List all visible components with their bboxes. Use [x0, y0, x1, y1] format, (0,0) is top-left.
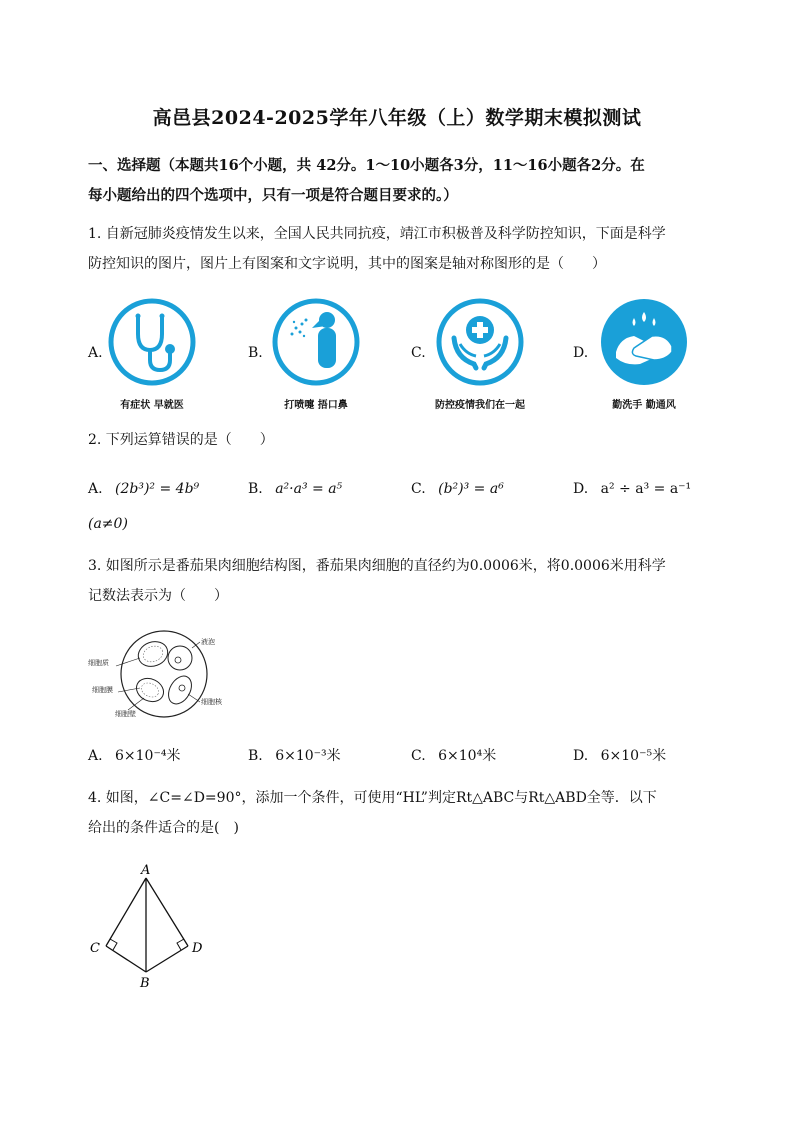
- q2-option-b: [248, 481, 342, 497]
- label-nucleus: 细胞核: [201, 698, 222, 706]
- q3-option-b: [248, 745, 341, 765]
- q2-option-a-letter: A.: [88, 481, 103, 497]
- q3-option-a-text: 6×10⁻⁴米: [115, 748, 181, 764]
- label-vacuole: 液泡: [201, 638, 215, 646]
- q2-option-d: [573, 481, 691, 497]
- handwash-icon: [600, 298, 688, 386]
- q2-option-c-letter: C.: [411, 481, 426, 497]
- question-3-line-1: 3. 如图所示是番茄果肉细胞结构图，番茄果肉细胞的直径约为0.0006米，将0.0006米用科学: [88, 558, 666, 574]
- sneeze-icon: [272, 298, 360, 386]
- q1-option-b-letter: B.: [248, 345, 263, 361]
- question-2-stem: 2. 下列运算错误的是（ ）: [88, 432, 274, 448]
- page-title: 高邑县2024-2025学年八年级（上）数学期末模拟测试: [152, 107, 642, 129]
- triangle-figure: [86, 860, 216, 990]
- q2-option-d-expr: a² ÷ a³ = a⁻¹: [600, 481, 692, 497]
- label-membrane: 细胞膜: [92, 686, 113, 694]
- q1-caption-a: 有症状 早就医: [120, 400, 184, 411]
- q3-option-a-letter: A.: [88, 748, 103, 764]
- q2-option-d-letter: D.: [573, 481, 589, 497]
- q1-caption-b: 打喷嚏 捂口鼻: [284, 400, 348, 411]
- stethoscope-icon: [108, 298, 196, 386]
- label-cytoplasm: 细胞质: [88, 659, 109, 667]
- question-4-stem: [88, 783, 712, 843]
- q2-option-b-letter: B.: [248, 481, 263, 497]
- q3-option-b-letter: B.: [248, 748, 263, 764]
- tomato-cell-diagram: [88, 628, 238, 724]
- question-1-line-1: 1. 自新冠肺炎疫情发生以来，全国人民共同抗疫，靖江市积极普及科学防控知识，下面是科学: [88, 226, 666, 242]
- q3-option-c-letter: C.: [411, 748, 426, 764]
- section-heading: [88, 151, 708, 211]
- section-line-1: 一、选择题（本题共16个小题，共 42分。1～10小题各3分，11～16小题各2分。在: [88, 157, 645, 174]
- q1-caption-c: 防控疫情我们在一起: [435, 400, 525, 411]
- q3-option-c-text: 6×10⁴米: [438, 748, 497, 764]
- q2-option-a-expr: (2b³)² = 4b⁹: [115, 481, 200, 497]
- q2-option-c: [411, 481, 504, 497]
- q3-option-d: [573, 745, 666, 765]
- point-a-label: A: [141, 863, 151, 878]
- point-c-label: C: [90, 941, 100, 956]
- question-1-line-2: 防控知识的图片，图片上有图案和文字说明，其中的图案是轴对称图形的是（ ）: [88, 256, 606, 272]
- question-4-line-1: 4. 如图，∠C=∠D=90°，添加一个条件，可使用“HL”判定Rt△ABC与Rt△ABD全等．以下: [88, 790, 657, 806]
- section-line-2: 每小题给出的四个选项中，只有一项是符合题目要求的。）: [88, 187, 458, 204]
- label-wall: 细胞壁: [115, 710, 136, 718]
- q3-option-d-text: 6×10⁻⁵米: [600, 748, 667, 764]
- question-1-stem: [88, 219, 712, 279]
- question-3-line-2: 记数法表示为（ ）: [88, 588, 228, 604]
- q2-note: (a≠0): [88, 516, 128, 532]
- q2-option-a: [88, 481, 199, 497]
- q1-option-d-letter: D.: [573, 345, 589, 361]
- question-4-line-2: 给出的条件适合的是( ): [88, 820, 239, 836]
- point-d-label: D: [192, 941, 203, 956]
- point-b-label: B: [140, 976, 150, 990]
- question-3-stem: [88, 551, 712, 611]
- q3-option-d-letter: D.: [573, 748, 589, 764]
- q3-option-b-text: 6×10⁻³米: [275, 748, 341, 764]
- q1-option-a-letter: A.: [88, 345, 103, 361]
- q3-option-a: [88, 745, 180, 765]
- q1-option-c-letter: C.: [411, 345, 426, 361]
- q2-option-b-expr: a²·a³ = a⁵: [275, 481, 343, 497]
- q1-caption-d: 勤洗手 勤通风: [612, 400, 676, 411]
- q2-option-c-expr: (b²)³ = a⁶: [438, 481, 504, 497]
- q3-option-c: [411, 745, 496, 765]
- hands-cross-icon: [436, 298, 524, 386]
